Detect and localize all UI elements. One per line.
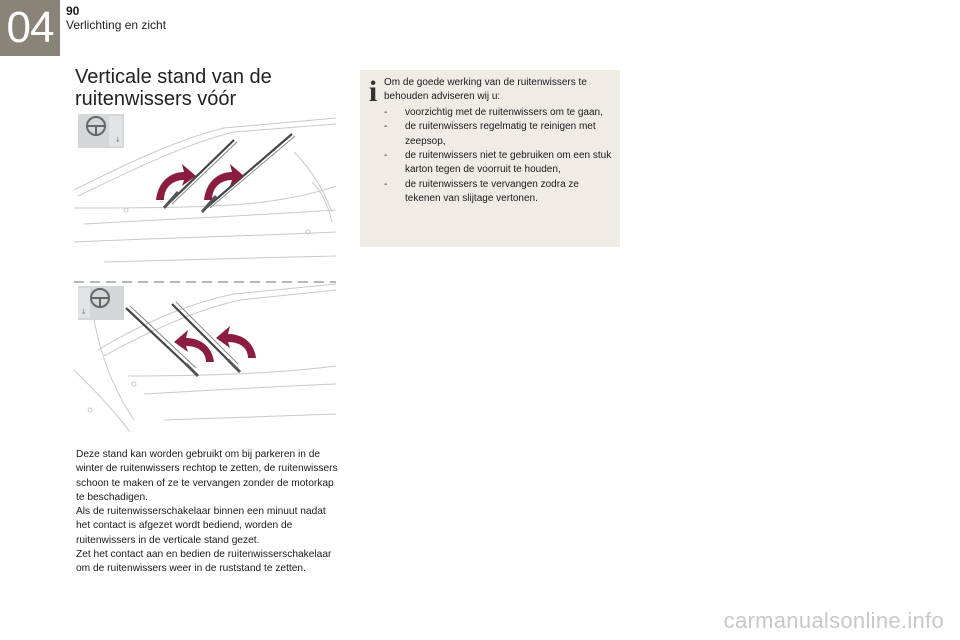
list-dash: -	[384, 121, 388, 133]
info-box	[360, 70, 620, 247]
info-list	[384, 106, 614, 207]
illustration-wipers-return	[74, 280, 336, 434]
windshield-drawing-top	[74, 112, 336, 276]
svg-text:↓: ↓	[115, 136, 121, 144]
rotation-arrows	[174, 326, 256, 362]
list-item: - de ruitenwissers te vervangen zodra ze tekenen van slijtage vertonen.	[384, 178, 579, 205]
list-dash: -	[384, 178, 388, 190]
info-icon: i	[368, 75, 378, 108]
body-paragraph-3: Zet het contact aan en bedien de ruitenwisserschakelaar om de ruitenwissers weer in de ruststand te zetten.	[76, 549, 332, 575]
info-intro: Om de goede werking van de ruitenwissers te behouden adviseren wij u:	[384, 77, 587, 103]
page-number: 90	[66, 4, 80, 18]
rotation-arrows	[156, 164, 244, 200]
windshield-drawing-bottom	[74, 280, 336, 434]
illustration-wipers-vertical	[74, 112, 336, 276]
chapter-tab: 04	[0, 0, 60, 56]
heading-line-2: ruitenwissers vóór	[75, 88, 237, 110]
list-dash: -	[384, 150, 388, 162]
section-title: Verlichting en zicht	[66, 18, 167, 32]
heading-line-1: Verticale stand van de	[75, 66, 272, 88]
svg-text:↓: ↓	[81, 308, 87, 316]
steering-wheel-icon	[78, 114, 124, 148]
page-heading	[75, 66, 345, 110]
list-item: - de ruitenwissers niet te gebruiken om een stuk karton tegen de voorruit te houden,	[384, 150, 612, 176]
watermark: carmanualsonline.info	[723, 608, 944, 633]
list-dash: -	[384, 106, 388, 118]
steering-wheel-icon	[78, 286, 124, 320]
list-item: - de ruitenwissers regelmatig te reinigen met zeepsop,	[384, 121, 596, 147]
body-text	[76, 448, 338, 577]
list-item: - voorzichtig met de ruitenwissers om te gaan,	[384, 106, 614, 120]
body-paragraph-1: Deze stand kan worden gebruikt om bij parkeren in de winter de ruitenwissers rechtop te zetten, de ruitenwissers schoon te maken of ze te vervangen zonder de motorkap te beschadigen.	[76, 449, 338, 503]
body-paragraph-2: Als de ruitenwisserschakelaar binnen een minuut nadat het contact is afgezet wordt bediend, worden de ruitenwissers in de verticale stand gezet.	[76, 506, 326, 546]
